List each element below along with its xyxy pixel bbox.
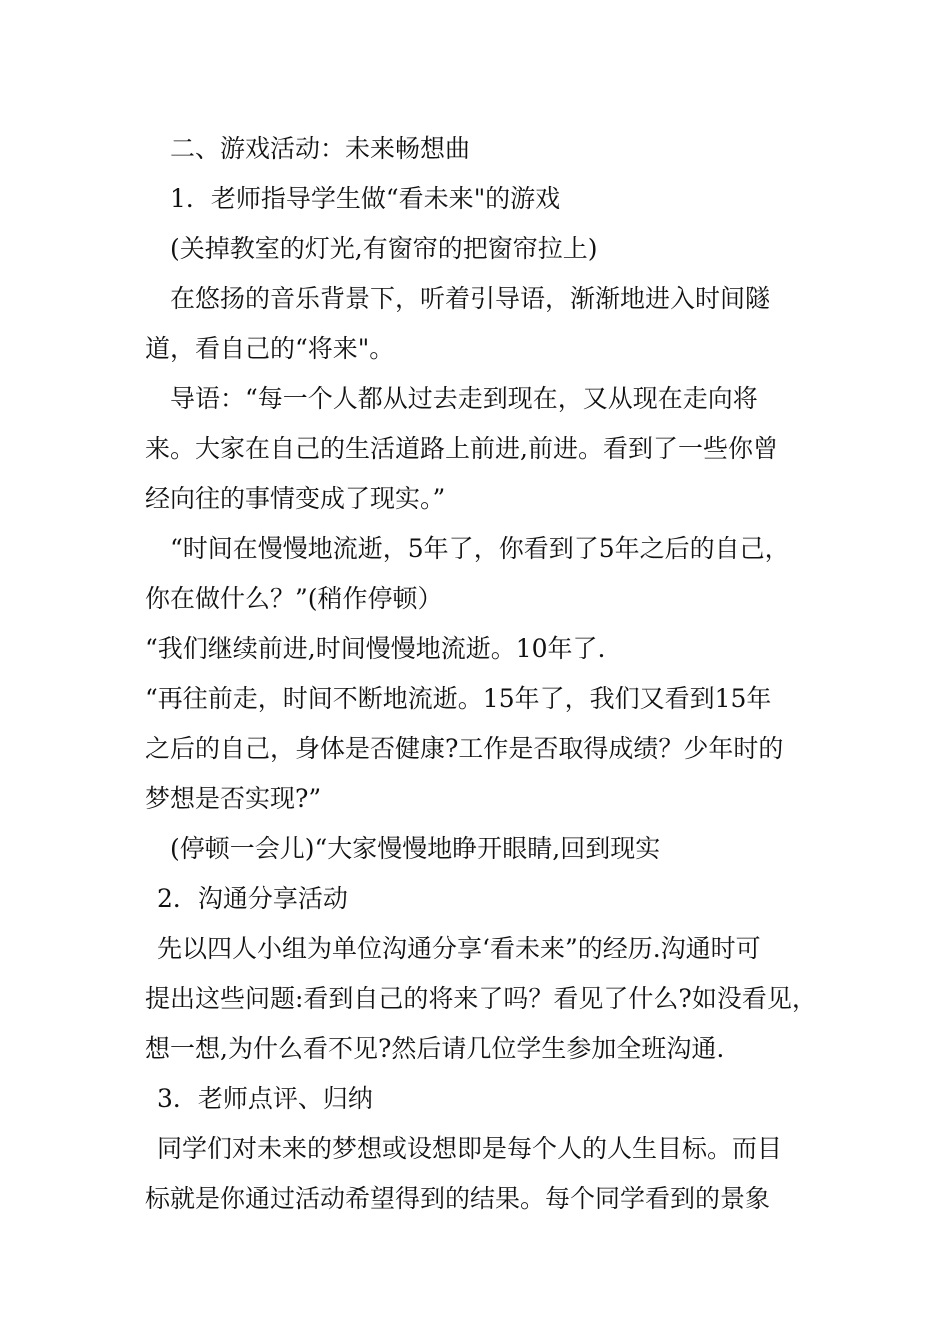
- subheading-3: 3．老师点评、归纳: [157, 1084, 373, 1113]
- paragraph-line: 提出这些问题:看到自己的将来了吗？看见了什么?如没看见，: [145, 984, 817, 1013]
- paragraph-line: 经向往的事情变成了现实。”: [145, 484, 446, 513]
- paragraph-line: 在悠扬的音乐背景下，听着引导语，渐渐地进入时间隧: [170, 284, 771, 313]
- paragraph-line: 导语：“每一个人都从过去走到现在，又从现在走向将: [170, 384, 758, 413]
- paragraph-line: 想一想,为什么看不见?然后请几位学生参加全班沟通.: [145, 1034, 725, 1063]
- paragraph-line: (停顿一会儿)“大家慢慢地睁开眼睛,回到现实: [170, 834, 661, 863]
- paragraph-line: “再往前走，时间不断地流逝。15年了，我们又看到15年: [145, 684, 772, 713]
- section-heading: 二、游戏活动：未来畅想曲: [170, 134, 471, 163]
- paragraph-line: 来。大家在自己的生活道路上前进,前进。看到了一些你曾: [145, 434, 778, 463]
- paragraph-line: “时间在慢慢地流逝，5年了，你看到了5年之后的自己，: [170, 534, 790, 563]
- subheading-1: 1．老师指导学生做“看未来"的游戏: [170, 184, 561, 213]
- paragraph-line: 梦想是否实现?”: [145, 784, 322, 813]
- paragraph-line: 先以四人小组为单位沟通分享‘看未来”的经历.沟通时可: [157, 934, 761, 963]
- paragraph-line: “我们继续前进,时间慢慢地流逝。10年了.: [145, 634, 606, 663]
- paragraph-line: 你在做什么？”(稍作停顿）: [145, 584, 443, 613]
- subheading-2: 2．沟通分享活动: [157, 884, 348, 913]
- paragraph-line: 道，看自己的“将来"。: [145, 334, 395, 363]
- paragraph-line: 之后的自己，身体是否健康?工作是否取得成绩？少年时的: [145, 734, 784, 763]
- paragraph-line: 同学们对未来的梦想或设想即是每个人的人生目标。而目: [157, 1134, 783, 1163]
- paragraph-line: 标就是你通过活动希望得到的结果。每个同学看到的景象: [145, 1184, 771, 1213]
- paragraph-line: (关掉教室的灯光,有窗帘的把窗帘拉上): [170, 234, 598, 263]
